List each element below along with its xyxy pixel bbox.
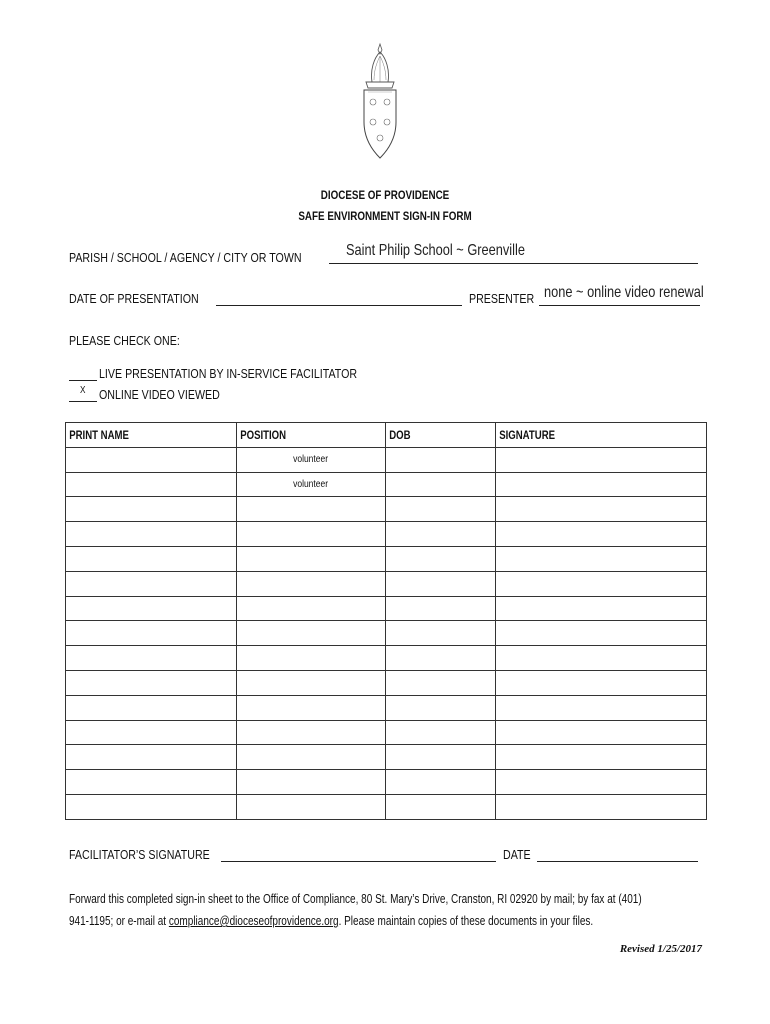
- sign-in-table: [65, 422, 707, 820]
- header-dob: DOB: [386, 423, 496, 448]
- position-cell[interactable]: volunteer: [237, 447, 386, 472]
- signature-cell[interactable]: [496, 745, 707, 770]
- table-row: [66, 670, 707, 695]
- check-prompt: PLEASE CHECK ONE:: [69, 333, 180, 348]
- print-name-cell[interactable]: [66, 447, 237, 472]
- print-name-cell[interactable]: [66, 497, 237, 522]
- footer-instructions: [69, 888, 685, 932]
- dob-cell[interactable]: [386, 447, 496, 472]
- table-row: [66, 522, 707, 547]
- signature-cell[interactable]: [496, 794, 707, 819]
- signature-cell[interactable]: [496, 447, 707, 472]
- header-print-name: PRINT NAME: [66, 423, 237, 448]
- online-video-checkbox[interactable]: [69, 401, 97, 402]
- signature-cell[interactable]: [496, 596, 707, 621]
- dob-cell[interactable]: [386, 670, 496, 695]
- table-row: [66, 794, 707, 819]
- print-name-cell[interactable]: [66, 596, 237, 621]
- dob-cell[interactable]: [386, 571, 496, 596]
- online-video-label: ONLINE VIDEO VIEWED: [99, 387, 220, 402]
- position-cell[interactable]: [237, 571, 386, 596]
- signature-cell[interactable]: [496, 497, 707, 522]
- online-video-mark: X: [80, 385, 86, 396]
- table-row: [66, 596, 707, 621]
- dob-cell[interactable]: [386, 522, 496, 547]
- revised-date: Revised 1/25/2017: [619, 943, 702, 955]
- form-subtitle: SAFE ENVIRONMENT SIGN-IN FORM: [298, 209, 472, 223]
- live-presentation-label: LIVE PRESENTATION BY IN-SERVICE FACILITATOR: [99, 366, 358, 381]
- live-presentation-checkbox[interactable]: [69, 380, 97, 381]
- footer-line-2-suffix: . Please maintain copies of these documents in your files.: [338, 914, 594, 928]
- footer-line-1: Forward this completed sign-in sheet to the Office of Compliance, 80 St. Mary’s Drive, Cranston, RI 02920 by mail; by fax at (401): [69, 892, 642, 906]
- date-of-presentation-label: DATE OF PRESENTATION: [69, 291, 199, 306]
- print-name-cell[interactable]: [66, 646, 237, 671]
- dob-cell[interactable]: [386, 497, 496, 522]
- parish-field[interactable]: Saint Philip School ~ Greenville: [346, 242, 525, 259]
- dob-cell[interactable]: [386, 695, 496, 720]
- print-name-cell[interactable]: [66, 621, 237, 646]
- compliance-email-link[interactable]: compliance@dioceseofprovidence.org: [168, 914, 339, 928]
- position-cell[interactable]: [237, 794, 386, 819]
- presenter-label: PRESENTER: [469, 291, 535, 306]
- signature-cell[interactable]: [496, 720, 707, 745]
- dob-cell[interactable]: [386, 745, 496, 770]
- diocese-crest-icon: [358, 42, 402, 162]
- position-cell[interactable]: [237, 695, 386, 720]
- presenter-field[interactable]: none ~ online video renewal: [544, 284, 704, 301]
- footer-line-2: [69, 910, 685, 932]
- signature-cell[interactable]: [496, 472, 707, 497]
- header-signature: SIGNATURE: [496, 423, 707, 448]
- table-row: [66, 497, 707, 522]
- table-row: [66, 472, 707, 497]
- position-cell[interactable]: [237, 596, 386, 621]
- form-title: DIOCESE OF PROVIDENCE: [320, 188, 450, 202]
- parish-label: PARISH / SCHOOL / AGENCY / CITY OR TOWN: [69, 250, 302, 265]
- dob-cell[interactable]: [386, 621, 496, 646]
- print-name-cell[interactable]: [66, 546, 237, 571]
- position-cell[interactable]: volunteer: [237, 472, 386, 497]
- facilitator-signature-label: FACILITATOR’S SIGNATURE: [69, 847, 210, 862]
- dob-cell[interactable]: [386, 720, 496, 745]
- position-cell[interactable]: [237, 646, 386, 671]
- print-name-cell[interactable]: [66, 670, 237, 695]
- position-cell[interactable]: [237, 546, 386, 571]
- dob-cell[interactable]: [386, 770, 496, 795]
- print-name-cell[interactable]: [66, 472, 237, 497]
- table-row: [66, 720, 707, 745]
- position-cell[interactable]: [237, 720, 386, 745]
- signature-cell[interactable]: [496, 522, 707, 547]
- position-cell[interactable]: [237, 770, 386, 795]
- table-row: [66, 546, 707, 571]
- signature-date-label: DATE: [503, 847, 531, 862]
- table-header-row: [66, 423, 707, 448]
- facilitator-signature-field[interactable]: [221, 861, 496, 862]
- table-row: [66, 571, 707, 596]
- dob-cell[interactable]: [386, 596, 496, 621]
- table-row: [66, 695, 707, 720]
- table-row: [66, 770, 707, 795]
- signature-cell[interactable]: [496, 695, 707, 720]
- position-cell[interactable]: [237, 621, 386, 646]
- print-name-cell[interactable]: [66, 720, 237, 745]
- position-cell[interactable]: [237, 670, 386, 695]
- table-row: [66, 646, 707, 671]
- signature-cell[interactable]: [496, 646, 707, 671]
- print-name-cell[interactable]: [66, 522, 237, 547]
- print-name-cell[interactable]: [66, 794, 237, 819]
- signature-cell[interactable]: [496, 571, 707, 596]
- signature-cell[interactable]: [496, 621, 707, 646]
- table-row: [66, 745, 707, 770]
- print-name-cell[interactable]: [66, 745, 237, 770]
- position-cell[interactable]: [237, 745, 386, 770]
- dob-cell[interactable]: [386, 472, 496, 497]
- signature-cell[interactable]: [496, 546, 707, 571]
- header-position: POSITION: [237, 423, 386, 448]
- dob-cell[interactable]: [386, 546, 496, 571]
- parish-underline: [329, 263, 698, 264]
- presenter-underline: [539, 305, 700, 306]
- date-of-presentation-field[interactable]: [216, 305, 462, 306]
- signature-cell[interactable]: [496, 670, 707, 695]
- print-name-cell[interactable]: [66, 695, 237, 720]
- print-name-cell[interactable]: [66, 571, 237, 596]
- print-name-cell[interactable]: [66, 770, 237, 795]
- dob-cell[interactable]: [386, 646, 496, 671]
- table-row: [66, 621, 707, 646]
- footer-line-2-prefix: 941-1195; or e-mail at: [69, 914, 169, 928]
- position-cell[interactable]: [237, 522, 386, 547]
- position-cell[interactable]: [237, 497, 386, 522]
- signature-date-field[interactable]: [537, 861, 698, 862]
- signature-cell[interactable]: [496, 770, 707, 795]
- table-row: [66, 447, 707, 472]
- dob-cell[interactable]: [386, 794, 496, 819]
